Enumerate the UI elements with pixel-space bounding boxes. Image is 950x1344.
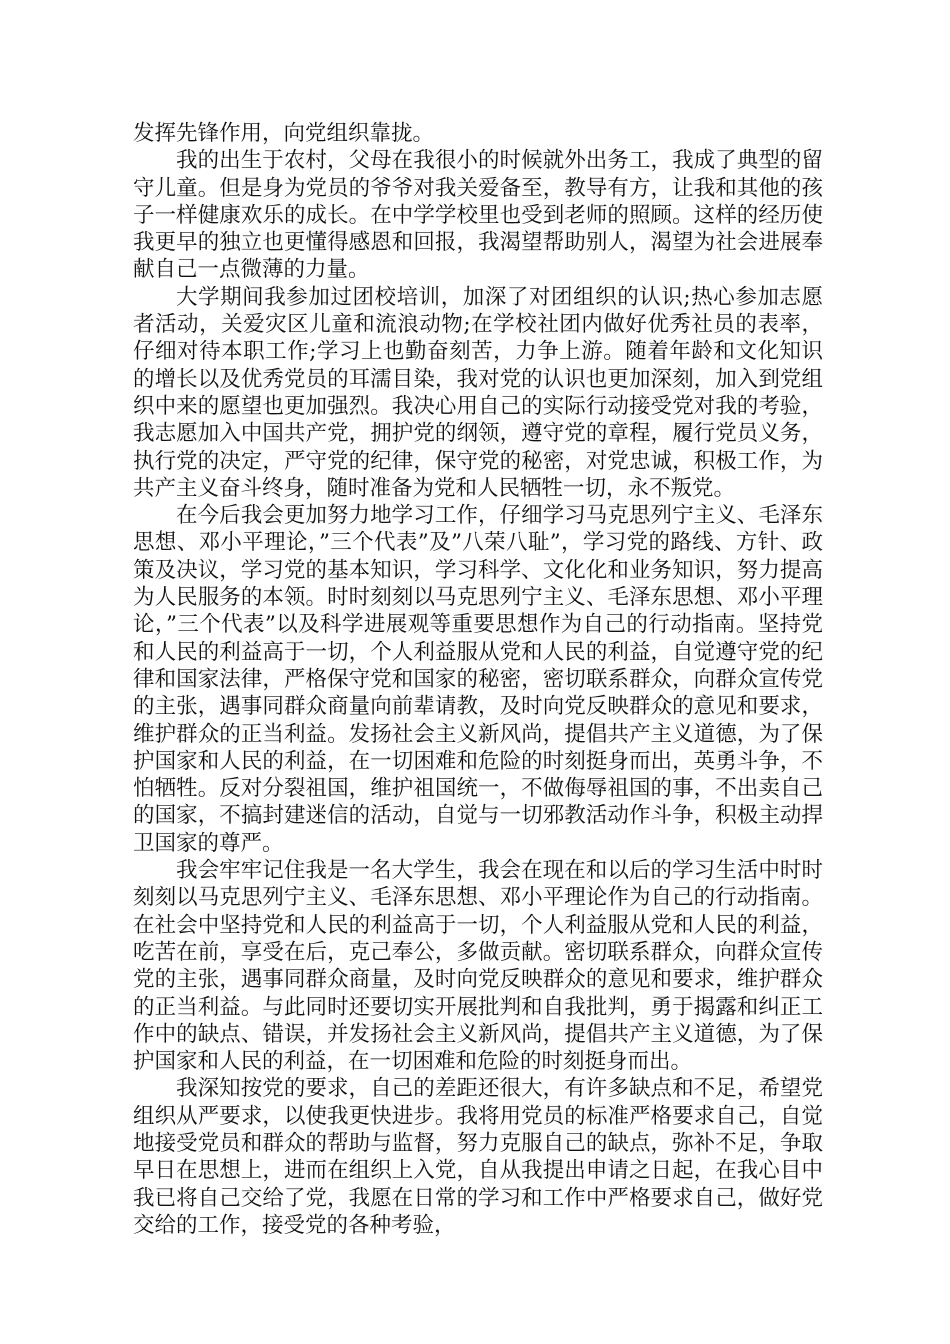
paragraph-self-improvement: 我深知按党的要求，自己的差距还很大，有许多缺点和不足，希望党组织从严要求，以使我更快进步。我将用党员的标准严格要求自己，自觉地接受党员和群众的帮助与监督，努力克服自己的缺点，弥补不足，争取早日在思想上，进而在组织上入党，自从我提出申请之日起，在我心目中我已将自己交给了党，我愿在日常的学习和工作中严格要求自己，做好党交给的工作，接受党的各种考验， <box>133 1076 823 1238</box>
paragraph-continuation: 发挥先锋作用，向党组织靠拢。 <box>133 121 435 146</box>
paragraph-commitment: 我会牢牢记住我是一名大学生，我会在现在和以后的学习生活中时时刻刻以马克思列宁主义、毛泽东思想、邓小平理论作为自己的行动指南。在社会中坚持党和人民的利益高于一切，个人利益服从党和人民的利益，吃苦在前，享受在后，克己奉公，多做贡献。密切联系群众，向群众宣传党的主张，遇事同群众商量，及时向党反映群众的意见和要求，维护群众的正当利益。与此同时还要切实开展批判和自我批判，勇于揭露和纠正工作中的缺点、错误，并发扬社会主义新风尚，提倡共产主义道德，为了保护国家和人民的利益，在一切困难和危险的时刻挺身而出。 <box>133 858 823 1075</box>
paragraph-future-study: 在今后我会更加努力地学习工作，仔细学习马克思列宁主义、毛泽东思想、邓小平理论，”三个代表”及”八荣八耻”，学习党的路线、方针、政策及决议，学习党的基本知识，学习科学、文化化和业务知识，努力提高为人民服务的本领。时时刻刻以马克思列宁主义、毛泽东思想、邓小平理论，”三个代表”以及科学进展观等重要思想作为自己的行动指南。坚持党和人民的利益高于一切，个人利益服从党和人民的利益，自觉遵守党的纪律和国家法律，严格保守党和国家的秘密，密切联系群众，向群众宣传党的主张，遇事同群众商量向前辈请教，及时向党反映群众的意见和要求，维护群众的正当利益。发扬社会主义新风尚，提倡共产主义道德，为了保护国家和人民的利益，在一切困难和危险的时刻挺身而出，英勇斗争，不怕牺牲。反对分裂祖国，维护祖国统一，不做侮辱祖国的事，不出卖自己的国家，不搞封建迷信的活动，自觉与一切邪教活动作斗争，积极主动捍卫国家的尊严。 <box>133 503 823 856</box>
document-body <box>133 120 823 1239</box>
paragraph-university: 大学期间我参加过团校培训，加深了对团组织的认识;热心参加志愿者活动，关爱灾区儿童和流浪动物;在学校社团内做好优秀社员的表率，仔细对待本职工作;学习上也勤奋刻苦，力争上游。随着年龄和文化知识的增长以及优秀党员的耳濡目染，我对党的认识也更加深刻，加入到党组织中来的愿望也更加强烈。我决心用自己的实际行动接受党对我的考验，我志愿加入中国共产党，拥护党的纲领，遵守党的章程，履行党员义务，执行党的决定，严守党的纪律，保守党的秘密，对党忠诚，积极工作，为共产主义奋斗终身，随时准备为党和人民牺牲一切，永不叛党。 <box>133 284 823 501</box>
paragraph-background: 我的出生于农村，父母在我很小的时候就外出务工，我成了典型的留守儿童。但是身为党员的爷爷对我关爱备至，教导有方，让我和其他的孩子一样健康欢乐的成长。在中学学校里也受到老师的照顾。这样的经历使我更早的独立也更懂得感恩和回报，我渴望帮助别人，渴望为社会进展奉献自己一点微薄的力量。 <box>133 148 823 283</box>
